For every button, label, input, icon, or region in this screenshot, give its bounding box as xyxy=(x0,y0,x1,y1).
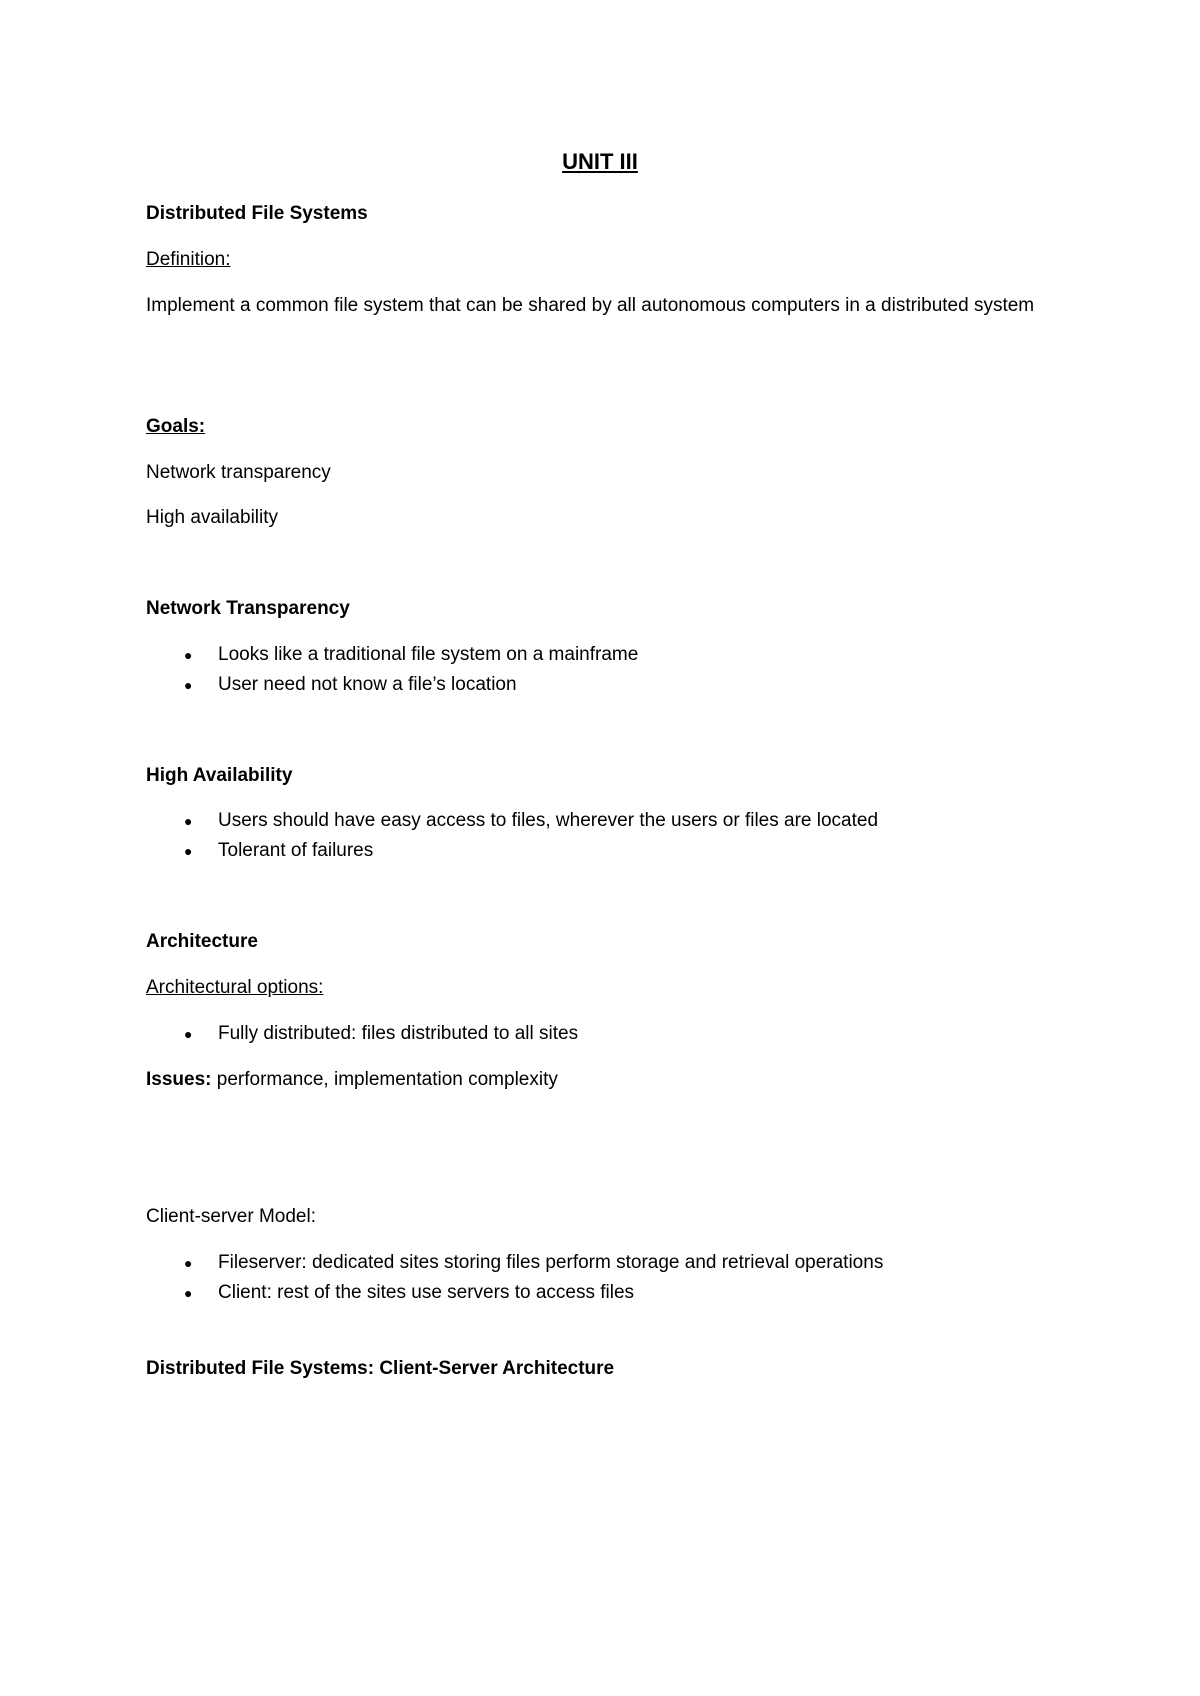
list-item: ● User need not know a file’s location xyxy=(146,670,638,700)
list-item: ● Looks like a traditional file system on a mainframe xyxy=(146,640,638,670)
section-heading-architecture: Architecture xyxy=(146,931,258,952)
architectural-options-list xyxy=(146,1019,578,1049)
section-heading-client-server-architecture: Distributed File Systems: Client-Server Architecture xyxy=(146,1358,615,1379)
bullet-icon: ● xyxy=(184,647,193,663)
bullet-icon: ● xyxy=(184,813,193,829)
definition-text: Implement a common file system that can be shared by all autonomous computers in a distributed system xyxy=(146,295,1035,316)
bullet-icon: ● xyxy=(184,1285,193,1301)
high-availability-list xyxy=(146,806,878,866)
list-item: ● Fully distributed: files distributed to all sites xyxy=(146,1019,578,1049)
list-item: ● Fileserver: dedicated sites storing files perform storage and retrieval operations xyxy=(146,1248,883,1278)
client-server-list xyxy=(146,1248,883,1308)
list-item: ● Tolerant of failures xyxy=(146,836,878,866)
bullet-icon: ● xyxy=(184,843,193,859)
client-server-label: Client-server Model: xyxy=(146,1206,316,1227)
goals-label: Goals: xyxy=(146,416,206,437)
network-transparency-list xyxy=(146,640,638,700)
issues-line xyxy=(146,1065,558,1095)
issues-label: Issues: xyxy=(146,1069,212,1090)
section-heading-high-availability: High Availability xyxy=(146,765,293,786)
goal-item-1: Network transparency xyxy=(146,462,331,483)
bullet-icon: ● xyxy=(184,677,193,693)
bullet-icon: ● xyxy=(184,1255,193,1271)
bullet-icon: ● xyxy=(184,1026,193,1042)
list-item: ● Users should have easy access to files, wherever the users or files are located xyxy=(146,806,878,836)
section-heading-network-transparency: Network Transparency xyxy=(146,598,350,619)
architectural-options-label: Architectural options: xyxy=(146,977,324,998)
list-item: ● Client: rest of the sites use servers to access files xyxy=(146,1278,883,1308)
issues-text: performance, implementation complexity xyxy=(211,1069,558,1090)
page-title: UNIT III xyxy=(562,149,638,174)
definition-label: Definition: xyxy=(146,249,231,270)
goal-item-2: High availability xyxy=(146,507,279,528)
section-heading-distributed-file-systems: Distributed File Systems xyxy=(146,203,368,224)
